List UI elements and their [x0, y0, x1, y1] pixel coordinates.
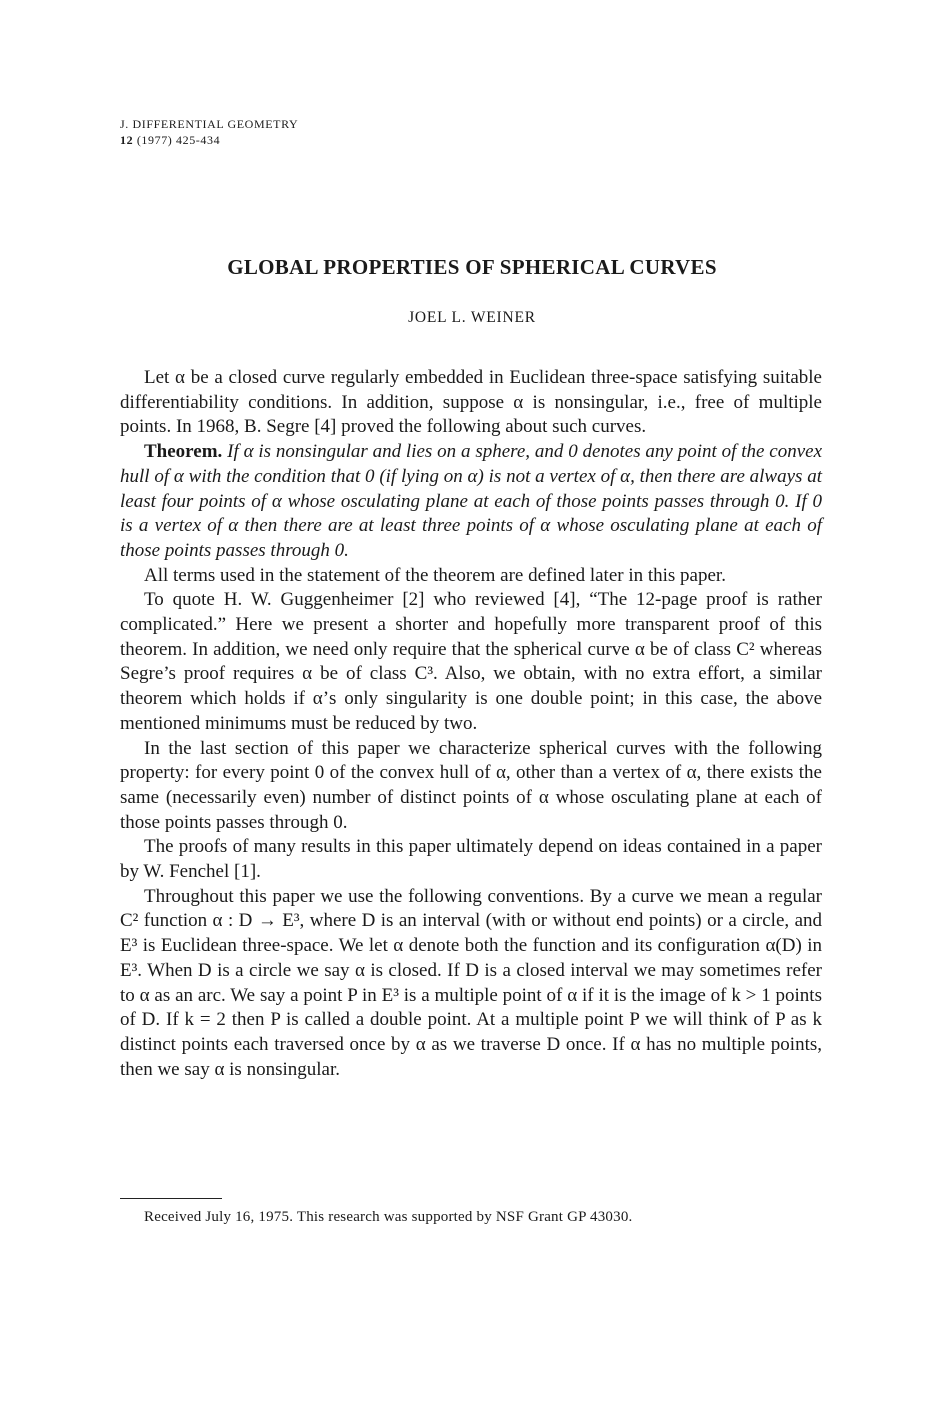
paper-author: JOEL L. WEINER: [408, 309, 536, 326]
journal-issue: (1977) 425-434: [136, 133, 221, 147]
paper-body: [120, 366, 822, 1082]
intro-paragraph: Let α be a closed curve regularly embedded in Euclidean three-space satisfying suitable differentiability conditions. In addition, suppose α is nonsingular, i.e., free of multiple points. In 1968, B. Segre [4] proved the following about such curves.: [120, 367, 822, 438]
conventions-paragraph: Throughout this paper we use the following conventions. By a curve we mean a regular C² function α : D → E³, where D is an interval (with or without end points) or a circle, and E³ is Euclidean three-space. We let α denote both the function and its configuration α(D) in E³. When D is a circle we say α is closed. If D is a closed interval we may sometimes refer to α as an arc. We say a point P in E³ is a multiple point of α if it is the image of k > 1 points of D. If k = 2 then P is called a double point. At a multiple point P we will think of P as k distinct points each traversed once by α as we traverse D once. If α has no multiple points, then we say α is nonsingular.: [120, 885, 822, 1080]
theorem-paragraph: [120, 440, 822, 564]
journal-name: J. DIFFERENTIAL GEOMETRY: [120, 117, 299, 131]
journal-volume: 12: [120, 133, 134, 147]
theorem-text: If α is nonsingular and lies on a sphere, and 0 denotes any point of the convex hull of α with the condition that 0 (if lying on α) is not a vertex of α, then there are always at least four points of α whose osculating plane at each of those points passes through 0. If 0 is a vertex of α then there are at least three points of α whose osculating plane at each of those points passes through 0.: [120, 441, 823, 561]
footnote: Received July 16, 1975. This research was supported by NSF Grant GP 43030.: [144, 1209, 633, 1225]
theorem-label: Theorem.: [144, 441, 223, 463]
journal-citation: [120, 132, 298, 148]
paper-title: GLOBAL PROPERTIES OF SPHERICAL CURVES: [227, 255, 717, 279]
journal-header: [120, 116, 298, 148]
last-section-paragraph: In the last section of this paper we characterize spherical curves with the following property: for every point 0 of the convex hull of α, other than a vertex of α, there exists the same (necessarily even) number of distinct points of α whose osculating plane at each of those points passes through 0.: [120, 737, 822, 833]
terms-paragraph: All terms used in the statement of the theorem are defined later in this paper.: [144, 564, 726, 586]
footnote-divider: [120, 1198, 222, 1199]
fenchel-paragraph: The proofs of many results in this paper ultimately depend on ideas contained in a paper by W. Fenchel [1].: [120, 836, 822, 883]
quote-paragraph: To quote H. W. Guggenheimer [2] who reviewed [4], “The 12-page proof is rather complicated.” Here we present a shorter and hopefully more transparent proof of this theorem. In addition, we need only require that the spherical curve α be of class C² whereas Segre’s proof requires α be of class C³. Also, we obtain, with no extra effort, a similar theorem which holds if α’s only singularity is one double point; in this case, the above mentioned minimums must be reduced by two.: [120, 589, 822, 734]
